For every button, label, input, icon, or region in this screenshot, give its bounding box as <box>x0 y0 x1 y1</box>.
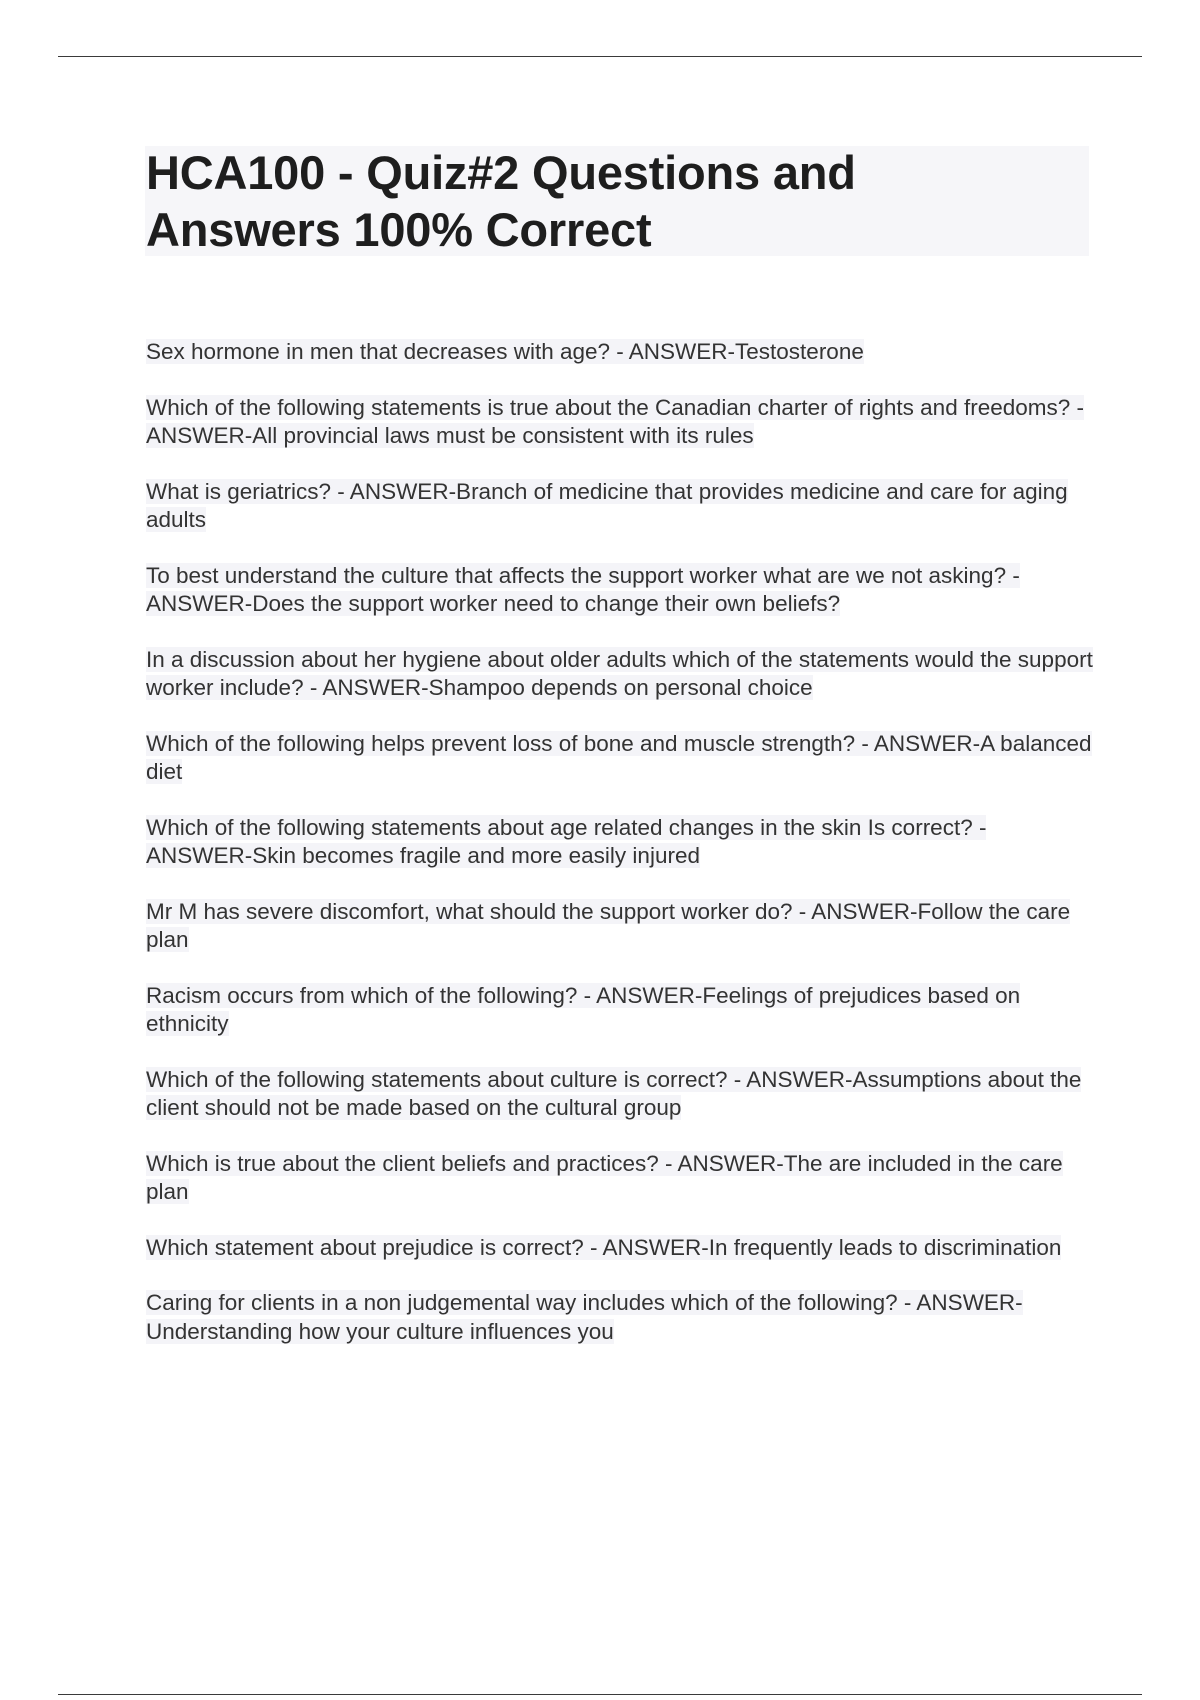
qa-text: Which of the following helps prevent loss of bone and muscle strength? - ANSWER-A balanced diet <box>146 730 1092 784</box>
page-title <box>146 144 1046 258</box>
qa-item <box>146 1066 1096 1123</box>
qa-item <box>146 478 1096 535</box>
qa-item <box>146 394 1096 451</box>
header-divider <box>58 56 1142 57</box>
qa-item <box>146 646 1096 703</box>
qa-item <box>146 1234 1096 1263</box>
qa-text: Which statement about prejudice is correct? - ANSWER-In frequently leads to discrimination <box>146 1234 1062 1260</box>
qa-text: Which of the following statements is true about the Canadian charter of rights and freedoms? - ANSWER-All provincial laws must be consistent with its rules <box>146 394 1085 448</box>
qa-text: Which is true about the client beliefs and practices? - ANSWER-The are included in the care plan <box>146 1150 1063 1204</box>
footer-divider <box>58 1694 1142 1695</box>
qa-text: Caring for clients in a non judgemental way includes which of the following? - ANSWER-Understanding how your culture influences you <box>146 1290 1023 1344</box>
qa-text: Racism occurs from which of the following? - ANSWER-Feelings of prejudices based on ethnicity <box>146 982 1021 1036</box>
qa-item <box>146 898 1096 955</box>
qa-text: Sex hormone in men that decreases with age? - ANSWER-Testosterone <box>146 339 864 364</box>
qa-text: In a discussion about her hygiene about older adults which of the statements would the support worker include? - ANSWER-Shampoo depends on personal choice <box>146 646 1093 700</box>
qa-text: Mr M has severe discomfort, what should the support worker do? - ANSWER-Follow the care plan <box>146 898 1071 952</box>
title-line-2: Answers 100% Correct <box>146 203 652 256</box>
qa-text: Which of the following statements about culture is correct? - ANSWER-Assumptions about the client should not be made based on the cultural group <box>146 1066 1082 1120</box>
qa-item <box>146 814 1096 871</box>
qa-item <box>146 338 1096 367</box>
qa-item <box>146 730 1096 787</box>
qa-item <box>146 562 1096 619</box>
qa-item <box>146 1150 1096 1207</box>
qa-list <box>146 338 1096 1373</box>
title-line-1: HCA100 - Quiz#2 Questions and <box>146 146 856 199</box>
qa-item <box>146 1289 1096 1346</box>
qa-text: What is geriatrics? - ANSWER-Branch of medicine that provides medicine and care for aging adults <box>146 478 1068 532</box>
qa-text: Which of the following statements about age related changes in the skin Is correct? - ANSWER-Skin becomes fragile and more easily injured <box>146 814 987 868</box>
qa-item <box>146 982 1096 1039</box>
qa-text: To best understand the culture that affects the support worker what are we not asking? - ANSWER-Does the support worker need to change their own beliefs? <box>146 562 1020 616</box>
